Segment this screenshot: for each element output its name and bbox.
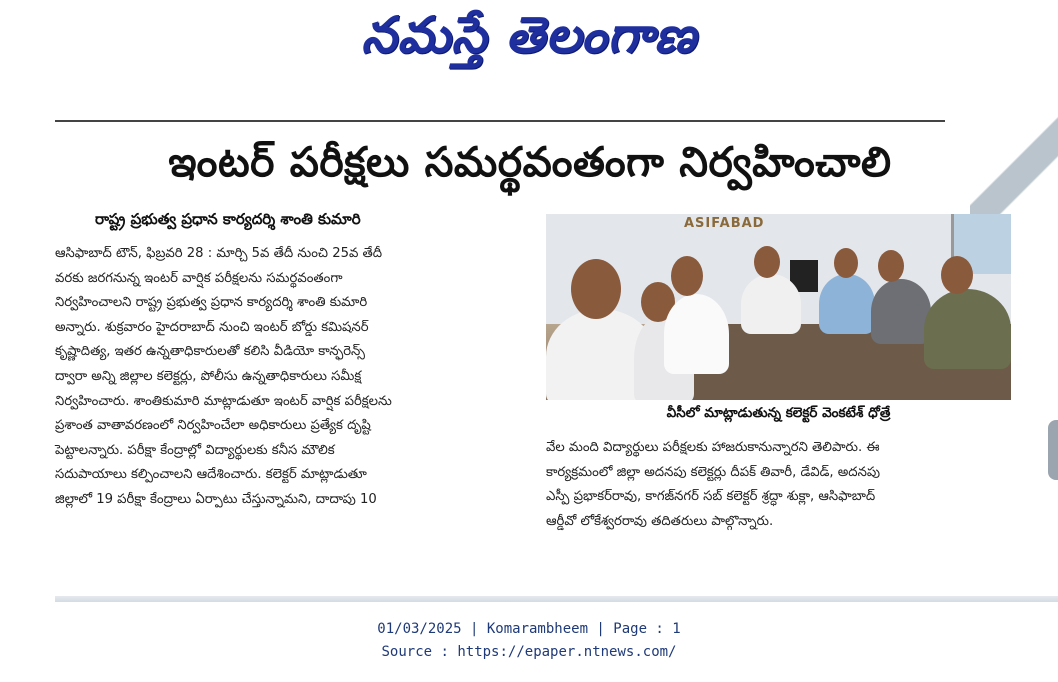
body-line: ఎస్పీ ప్రభాకర్‌రావు, కాగజ్‌నగర్ సబ్ కలెక్టర్ శ్రద్ధా శుక్లా, ఆసిఫాబాద్ xyxy=(546,489,876,505)
footer-source: Source : https://epaper.ntnews.com/ xyxy=(381,644,677,660)
person-6 xyxy=(871,279,931,344)
body-line: వరకు జరగనున్న ఇంటర్ వార్షిక పరీక్షలను సమర్థవంతంగా xyxy=(55,270,343,286)
bottom-divider xyxy=(55,596,1058,602)
side-tab xyxy=(1048,420,1058,480)
person-4-head xyxy=(754,246,780,278)
person-6-head xyxy=(878,250,904,282)
body-line: జిల్లాలో 19 పరీక్షా కేంద్రాలు ఏర్పాటు చేస్తున్నామని, దాదాపు 10 xyxy=(55,491,377,507)
newspaper-logo: నమస్తే తెలంగాణ xyxy=(361,5,697,64)
person-7-head xyxy=(941,256,973,294)
body-line: వేల మంది విద్యార్థులు పరీక్షలకు హాజరుకానున్నారని తెలిపారు. ఈ xyxy=(546,440,880,455)
person-3-head xyxy=(671,256,703,296)
photo-sign: ASIFABAD xyxy=(684,216,765,231)
body-line: నిర్వహించాలని రాష్ట్ర ప్రభుత్వ ప్రధాన కార్యదర్శి శాంతి కుమారి xyxy=(55,295,368,311)
top-divider xyxy=(55,120,945,122)
body-line: కార్యక్రమంలో జిల్లా అదనపు కలెక్టర్లు దీపక్ తివారీ, డేవిడ్, అదనపు xyxy=(546,464,881,480)
article-subheadline: రాష్ట్ర ప్రభుత్వ ప్రధాన కార్యదర్శి శాంతి కుమారి xyxy=(95,210,361,228)
body-line: అన్నారు. శుక్రవారం హైదరాబాద్ నుంచి ఇంటర్ బోర్డు కమిషనర్ xyxy=(55,319,369,335)
person-5-head xyxy=(834,248,858,278)
body-line: ప్రశాంత వాతావరణంలో నిర్వహించేలా అధికారులు ప్రత్యేక దృష్టి xyxy=(55,418,371,434)
article-body-left xyxy=(55,242,520,513)
body-line: పెట్టాలన్నారు. పరీక్షా కేంద్రాల్లో విద్యార్థులకు కనీస మౌలిక xyxy=(55,442,335,458)
person-7 xyxy=(924,289,1011,369)
body-line: ఆసిఫాబాద్ టౌన్, ఫిబ్రవరి 28 : మార్చి 5వ తేదీ నుంచి 25వ తేదీ xyxy=(55,246,383,261)
masthead xyxy=(0,6,1058,76)
person-1-head xyxy=(571,259,621,319)
person-5 xyxy=(819,274,875,334)
person-4 xyxy=(741,274,801,334)
article-headline: ఇంటర్ పరీక్షలు సమర్థవంతంగా నిర్వహించాలి xyxy=(168,138,892,186)
body-line: సదుపాయాలు కల్పించాలని ఆదేశించారు. కలెక్టర్ మాట్లాడుతూ xyxy=(55,467,367,483)
article-body-right xyxy=(546,436,1011,534)
body-line: ఆర్డీవో లోకేశ్వరరావు తదితరులు పాల్గొన్నారు. xyxy=(546,513,774,529)
article-photo xyxy=(546,214,1011,400)
body-line: ద్వారా అన్ని జిల్లాల కలెక్టర్లు, పోలీసు ఉన్నతాధికారులు సమీక్ష xyxy=(55,368,362,384)
photo-caption: వీసీలో మాట్లాడుతున్న కలెక్టర్ వెంకటేశ్ ధోత్రే xyxy=(666,405,891,421)
body-line: కృష్ణాదిత్య, ఇతర ఉన్నతాధికారులతో కలిసి వీడియో కాన్ఫరెన్స్ xyxy=(55,344,365,360)
person-3 xyxy=(664,294,729,374)
body-line: నిర్వహించారు. శాంతికుమారి మాట్లాడుతూ ఇంటర్ వార్షిక పరీక్షలను xyxy=(55,393,392,409)
footer-date-edition: 01/03/2025 | Komarambheem | Page : 1 xyxy=(377,621,681,637)
